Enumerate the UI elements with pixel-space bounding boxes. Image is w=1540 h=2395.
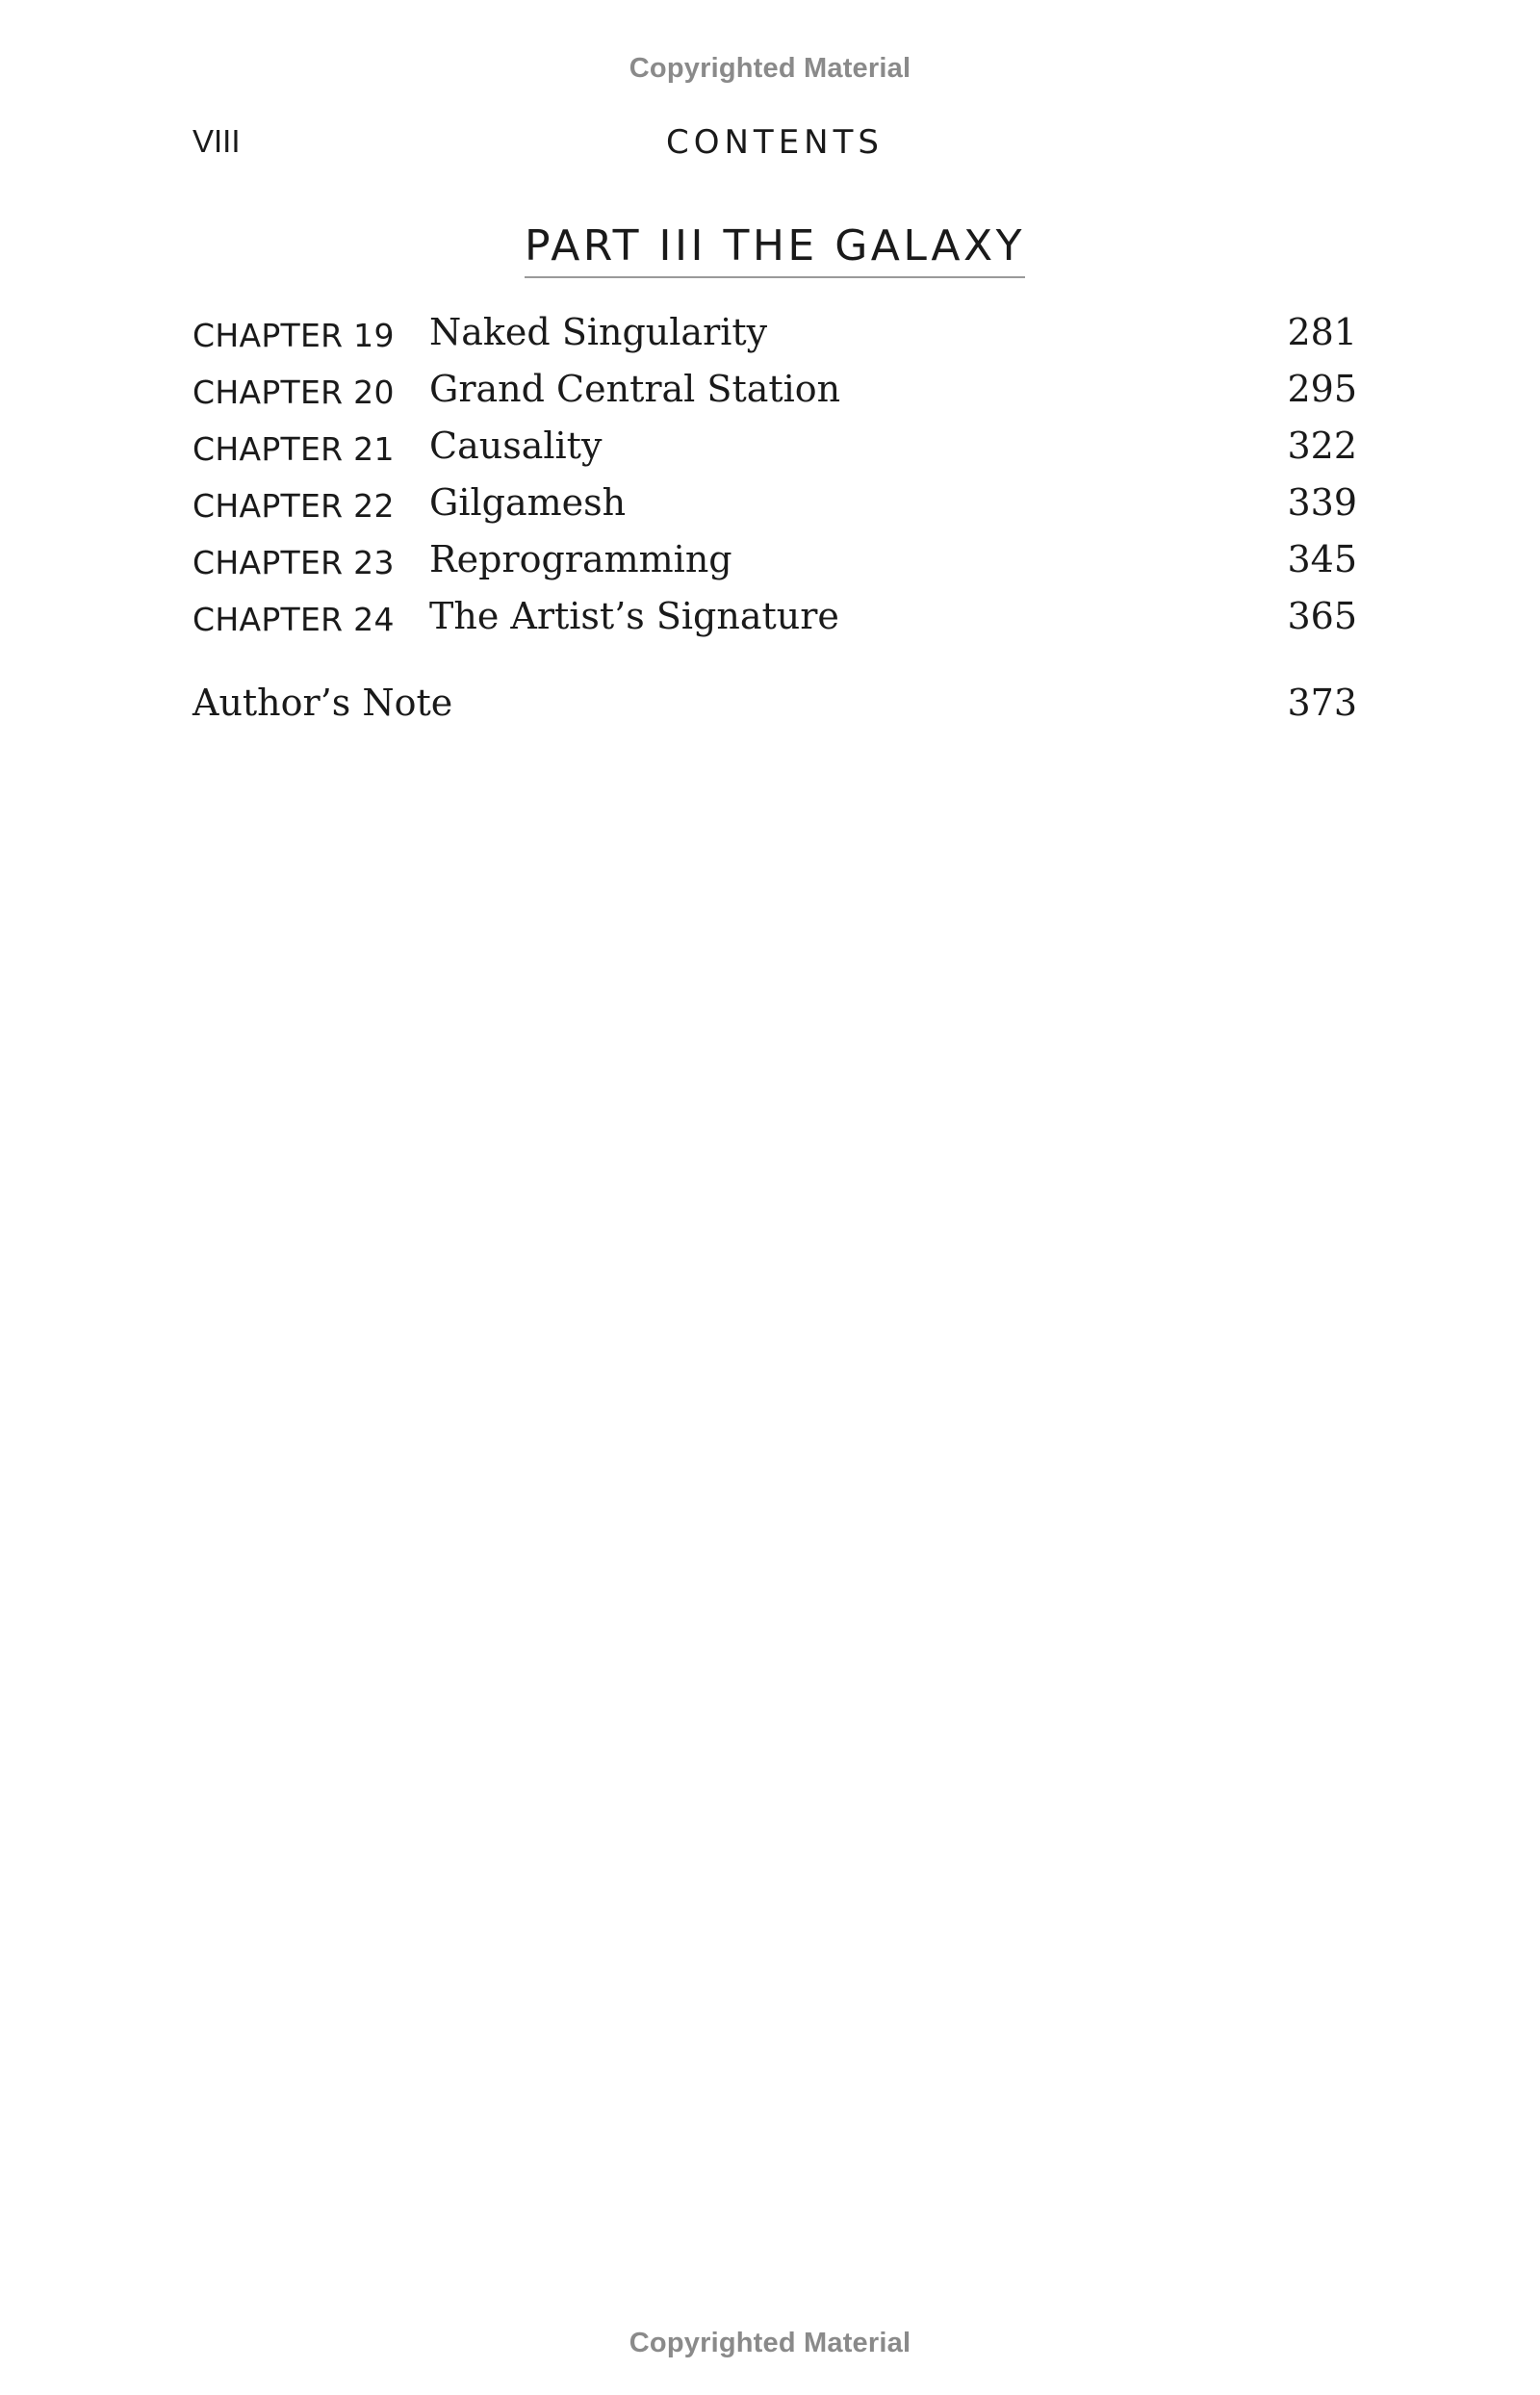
chapter-title: Grand Central Station	[429, 368, 841, 410]
toc-row-chapter-21	[192, 425, 1357, 481]
toc-row-chapter-22	[192, 481, 1357, 538]
running-title: CONTENTS	[666, 123, 884, 162]
chapter-label: CHAPTER 21	[192, 430, 395, 468]
chapter-label: CHAPTER 24	[192, 601, 395, 638]
table-of-contents	[192, 311, 1357, 652]
chapter-label: CHAPTER 22	[192, 487, 395, 525]
page-number: 365	[1287, 595, 1357, 637]
toc-row-chapter-24	[192, 595, 1357, 652]
chapter-label: CHAPTER 20	[192, 373, 395, 411]
toc-row-chapter-20	[192, 368, 1357, 425]
toc-row-chapter-23	[192, 538, 1357, 595]
chapter-title: Reprogramming	[429, 538, 732, 580]
toc-row-authors-note	[192, 682, 1357, 738]
watermark-bottom: Copyrighted Material	[629, 2328, 911, 2358]
page-number: 373	[1287, 682, 1357, 724]
chapter-title: Naked Singularity	[429, 311, 768, 353]
chapter-title: Causality	[429, 425, 603, 467]
chapter-title: The Artist’s Signature	[429, 595, 839, 637]
chapter-label: CHAPTER 23	[192, 544, 395, 581]
watermark-top: Copyrighted Material	[629, 53, 911, 84]
running-head	[192, 123, 1357, 166]
part-title: PART III THE GALAXY	[525, 221, 1025, 278]
page-number: 281	[1287, 311, 1357, 353]
chapter-title: Gilgamesh	[429, 481, 627, 524]
page-number: 295	[1287, 368, 1357, 410]
page-folio: VIII	[192, 123, 241, 159]
page-number: 322	[1287, 425, 1357, 467]
page-number: 339	[1287, 481, 1357, 524]
chapter-label: CHAPTER 19	[192, 317, 395, 354]
back-matter-title: Author’s Note	[192, 682, 453, 724]
page-number: 345	[1287, 538, 1357, 580]
part-heading	[0, 221, 1540, 278]
toc-row-chapter-19	[192, 311, 1357, 368]
